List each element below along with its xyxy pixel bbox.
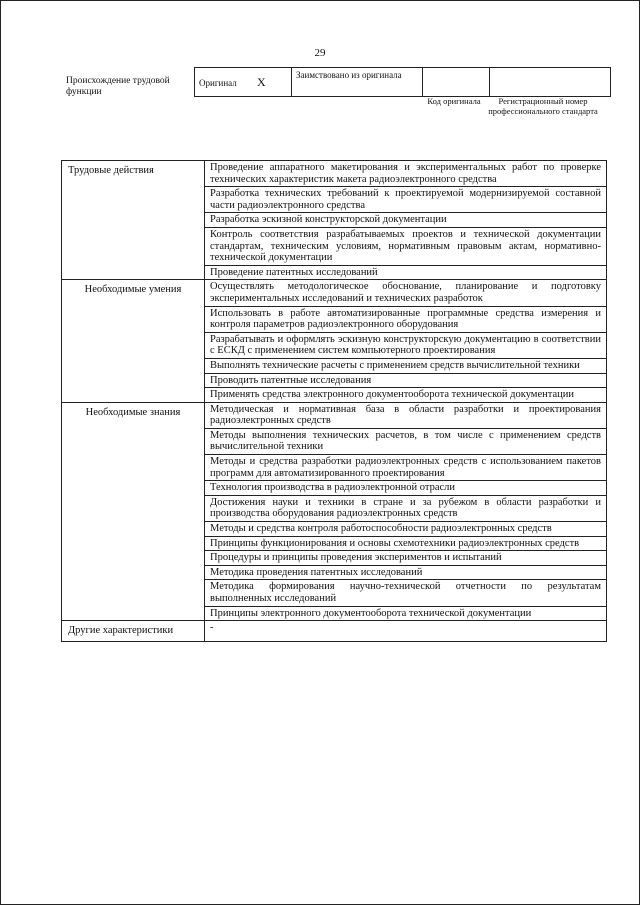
table-row	[62, 621, 607, 642]
original-mark: X	[256, 74, 266, 89]
origin-original-cell	[195, 68, 292, 97]
section-item: Осуществлять методологическое обоснование, планирование и подготовку экспериментальных исследований и технических разработок	[205, 280, 607, 306]
section-category: Трудовые действия	[62, 161, 205, 280]
section-item: Разработка эскизной конструкторской документации	[205, 213, 607, 228]
section-item: Проведение патентных исследований	[205, 265, 607, 280]
section-item: Методы и средства контроля работоспособности радиоэлектронных средств	[205, 522, 607, 537]
table-row	[62, 280, 607, 306]
page-number: 29	[314, 47, 326, 59]
section-item: Методы и средства разработки радиоэлектронных средств с использованием пакетов программ для автоматизированного проектирования	[205, 455, 607, 481]
reg-number-caption: Регистрационный номер профессионального стандарта	[488, 96, 598, 116]
origin-code-cell	[423, 68, 490, 97]
table-row	[62, 161, 607, 187]
section-item: Достижения науки и техники в стране и за рубежом в области разработки и производства оборудования радиоэлектронных средств	[205, 495, 607, 521]
labor-function-table	[61, 160, 607, 642]
section-item: Технология производства в радиоэлектронной отрасли	[205, 481, 607, 496]
section-item: Принципы электронного документооборота технической документации	[205, 606, 607, 621]
section-item: Принципы функционирования и основы схемотехники радиоэлектронных средств	[205, 536, 607, 551]
original-label: Оригинал	[199, 77, 237, 88]
origin-borrowed-cell: Заимствовано из оригинала	[292, 68, 423, 97]
section-item: Процедуры и принципы проведения экспериментов и испытаний	[205, 551, 607, 566]
section-item: -	[205, 621, 607, 642]
section-item: Разработка технических требований к проектируемой модернизируемой составной части радиоэлектронного средства	[205, 187, 607, 213]
section-item: Применять средства электронного документооборота технической документации	[205, 388, 607, 403]
code-caption: Код оригинала	[427, 96, 481, 106]
section-category: Другие характеристики	[62, 621, 205, 642]
section-item: Выполнять технические расчеты с применением средств вычислительной техники	[205, 358, 607, 373]
table-row	[62, 402, 607, 428]
section-category: Необходимые умения	[62, 280, 205, 402]
section-item: Проведение аппаратного макетирования и экспериментальных работ по проверке технических характеристик макета радиоэлектронного средства	[205, 161, 607, 187]
section-item: Методика проведения патентных исследований	[205, 565, 607, 580]
section-item: Методическая и нормативная база в области разработки и проектирования радиоэлектронных средств	[205, 402, 607, 428]
section-item: Контроль соответствия разрабатываемых проектов и технической документации стандартам, техническим условиям, нормативным правовым актам, нормативно-технической документации	[205, 227, 607, 265]
section-item: Методы выполнения технических расчетов, в том числе с применением средств вычислительной техники	[205, 428, 607, 454]
section-item: Методика формирования научно-технической отчетности по результатам выполненных исследований	[205, 580, 607, 606]
origin-label: Происхождение трудовой функции	[66, 76, 170, 97]
section-category: Необходимые знания	[62, 402, 205, 621]
origin-reg-number-cell	[490, 68, 611, 97]
section-item: Проводить патентные исследования	[205, 373, 607, 388]
section-item: Использовать в работе автоматизированные программные средства измерения и контроля параметров радиоэлектронного оборудования	[205, 306, 607, 332]
section-item: Разрабатывать и оформлять эскизную конструкторскую документацию в соответствии с ЕСКД с применением систем компьютерного проектирования	[205, 332, 607, 358]
origin-table	[194, 67, 611, 97]
